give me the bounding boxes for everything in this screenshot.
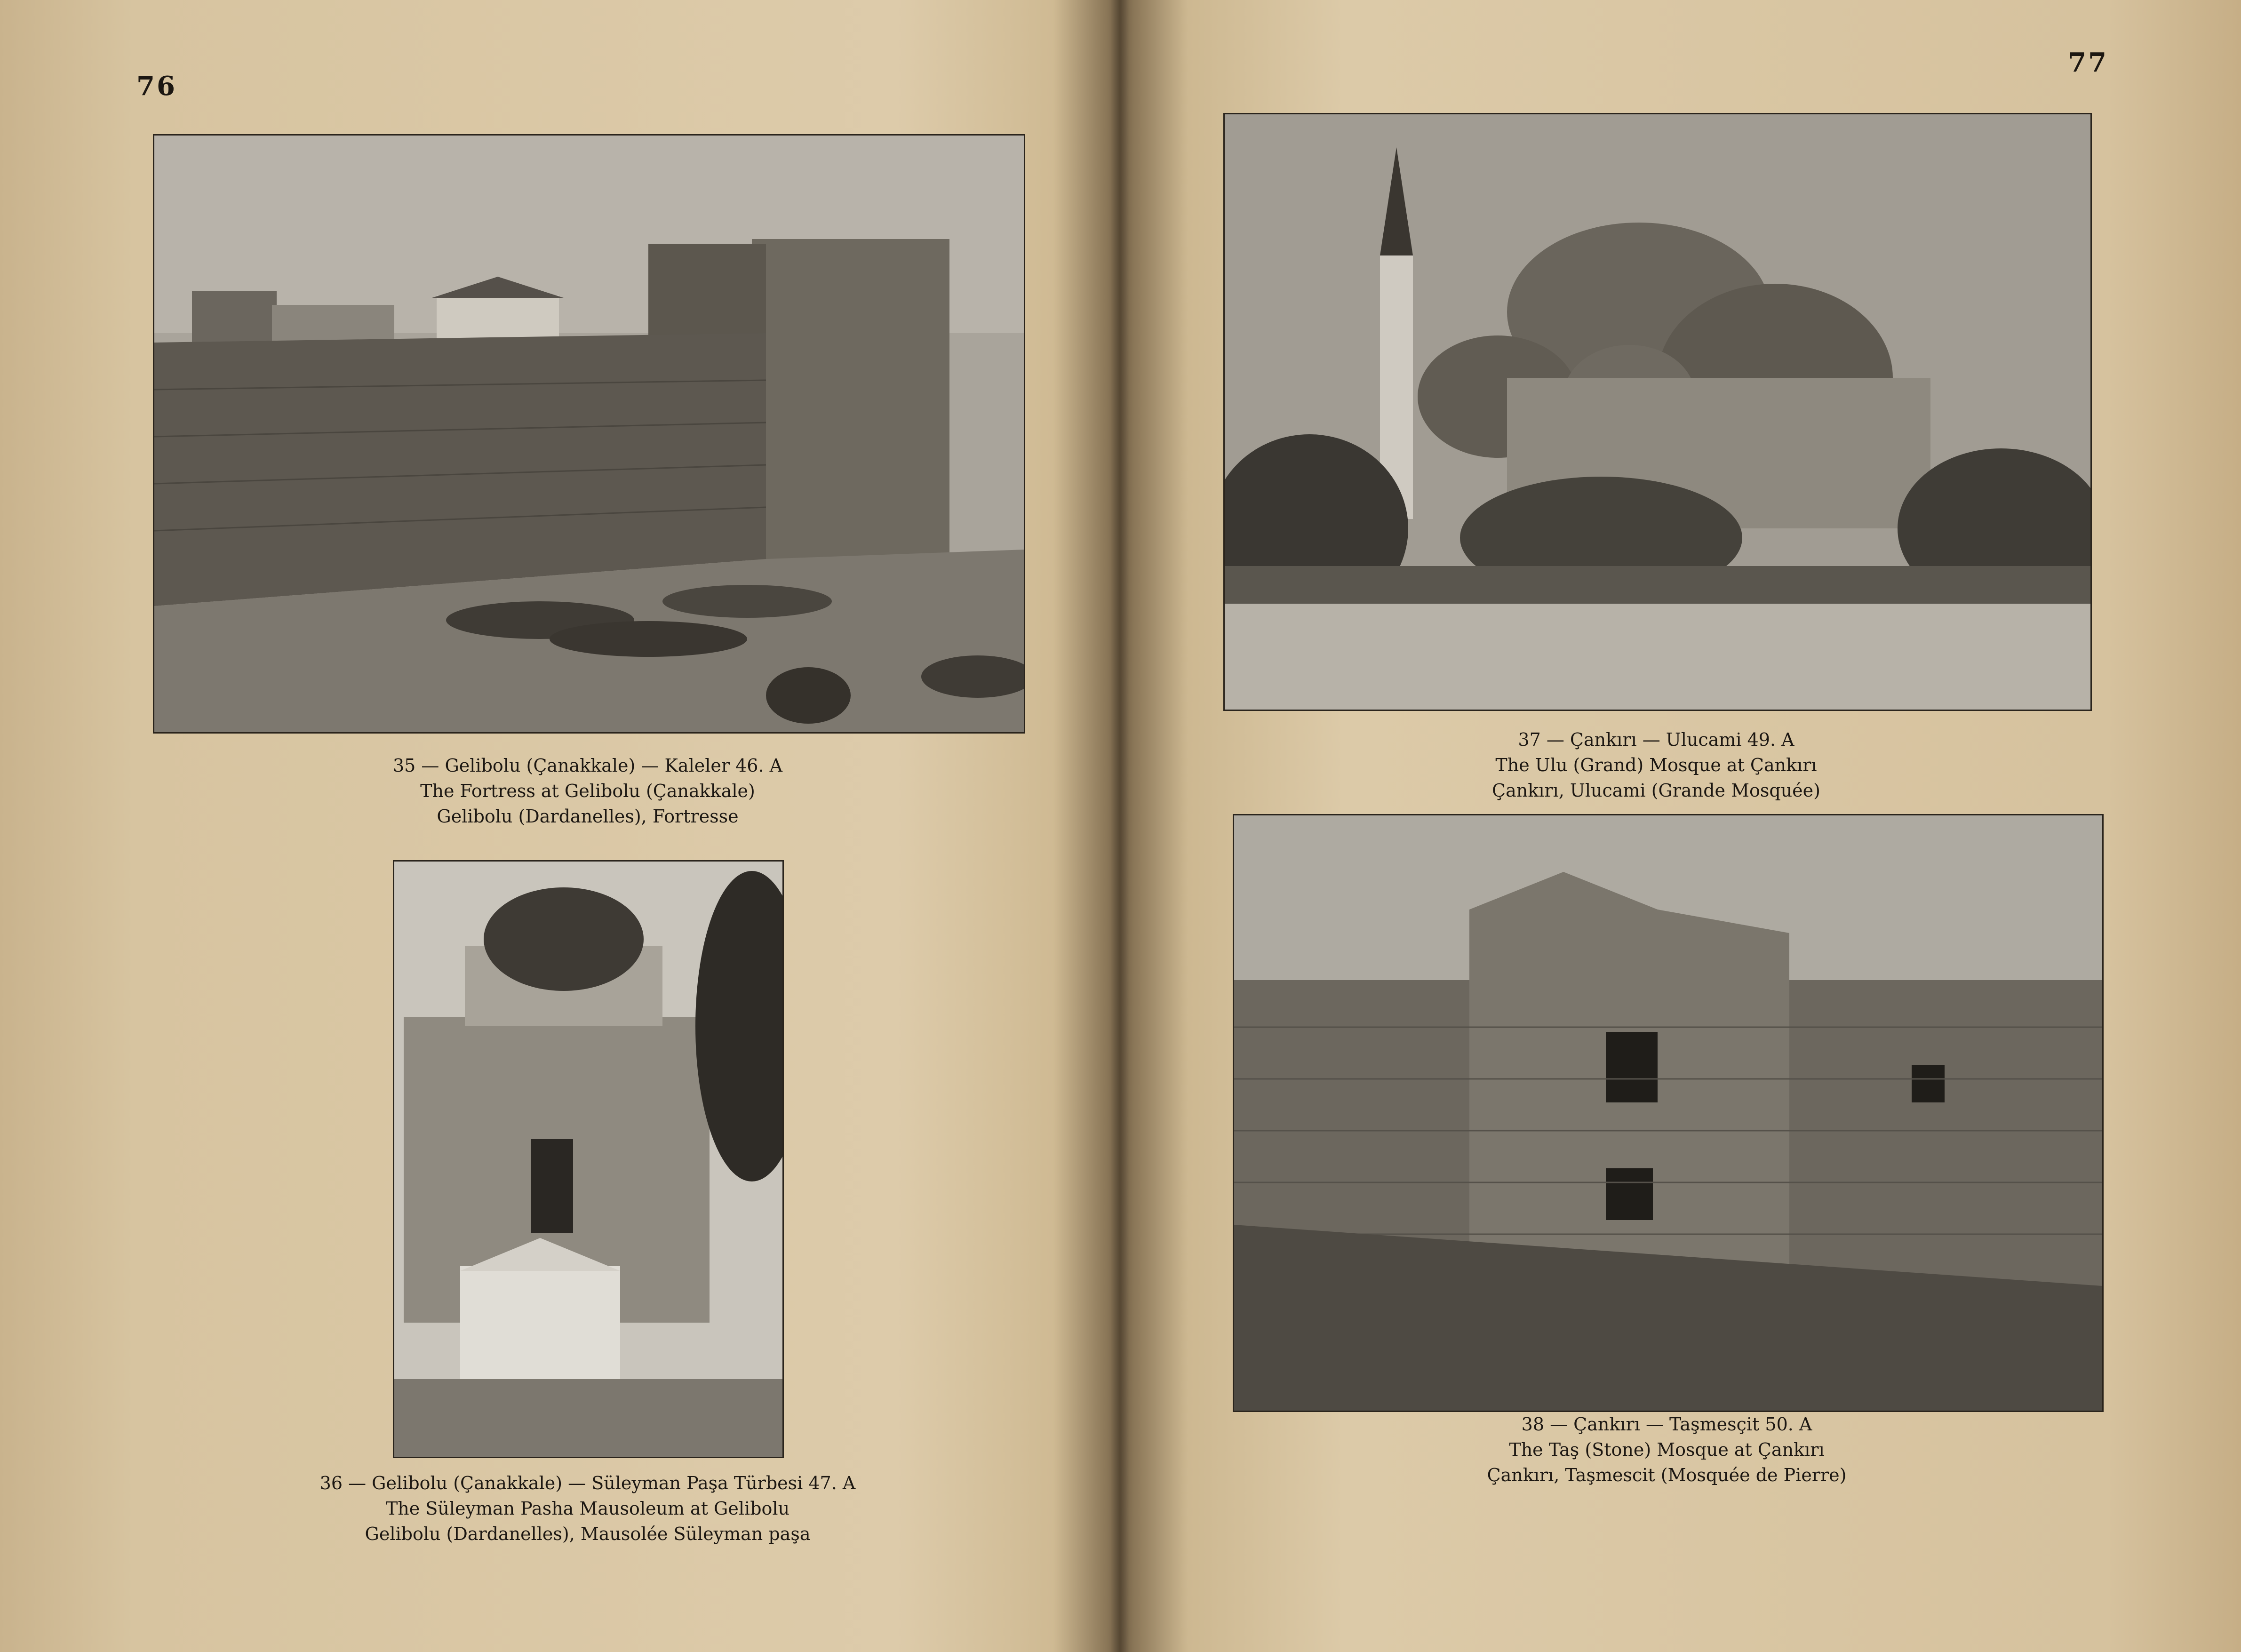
caption-line: 37 — Çankırı — Ulucami 49. A <box>1518 729 1794 750</box>
caption-figure-37 <box>1223 727 2089 803</box>
photo-tas-mosque-cankiri <box>1233 814 2104 1412</box>
photo-suleyman-pasha-mausoleum <box>393 860 784 1458</box>
caption-figure-38 <box>1233 1412 2101 1488</box>
page-number-left: 76 <box>136 71 177 102</box>
caption-line: 38 — Çankırı — Taşmesçit 50. A <box>1521 1414 1812 1435</box>
caption-line: Çankırı, Taşmescit (Mosquée de Pierre) <box>1487 1465 1847 1485</box>
photo-ulu-mosque-cankiri <box>1223 113 2092 711</box>
caption-figure-35 <box>153 753 1022 829</box>
caption-line: Çankırı, Ulucami (Grande Mosquée) <box>1492 780 1820 801</box>
caption-figure-36 <box>153 1470 1022 1547</box>
caption-line: The Taş (Stone) Mosque at Çankırı <box>1509 1439 1825 1460</box>
left-page <box>0 0 1117 1652</box>
caption-line: The Süleyman Pasha Mausoleum at Gelibolu <box>385 1498 790 1519</box>
caption-line: The Fortress at Gelibolu (Çanakkale) <box>420 781 755 801</box>
photo-fortress-gelibolu <box>153 134 1025 734</box>
right-page <box>1117 0 2241 1652</box>
caption-line: Gelibolu (Dardanelles), Fortresse <box>437 806 739 827</box>
caption-line: 36 — Gelibolu (Çanakkale) — Süleyman Paşa Türbesi 47. A <box>319 1473 856 1493</box>
caption-line: 35 — Gelibolu (Çanakkale) — Kaleler 46. A <box>392 755 783 776</box>
caption-line: Gelibolu (Dardanelles), Mausolée Süleyman paşa <box>365 1524 811 1544</box>
caption-line: The Ulu (Grand) Mosque at Çankırı <box>1495 755 1817 775</box>
page-number-right: 77 <box>2068 47 2108 78</box>
